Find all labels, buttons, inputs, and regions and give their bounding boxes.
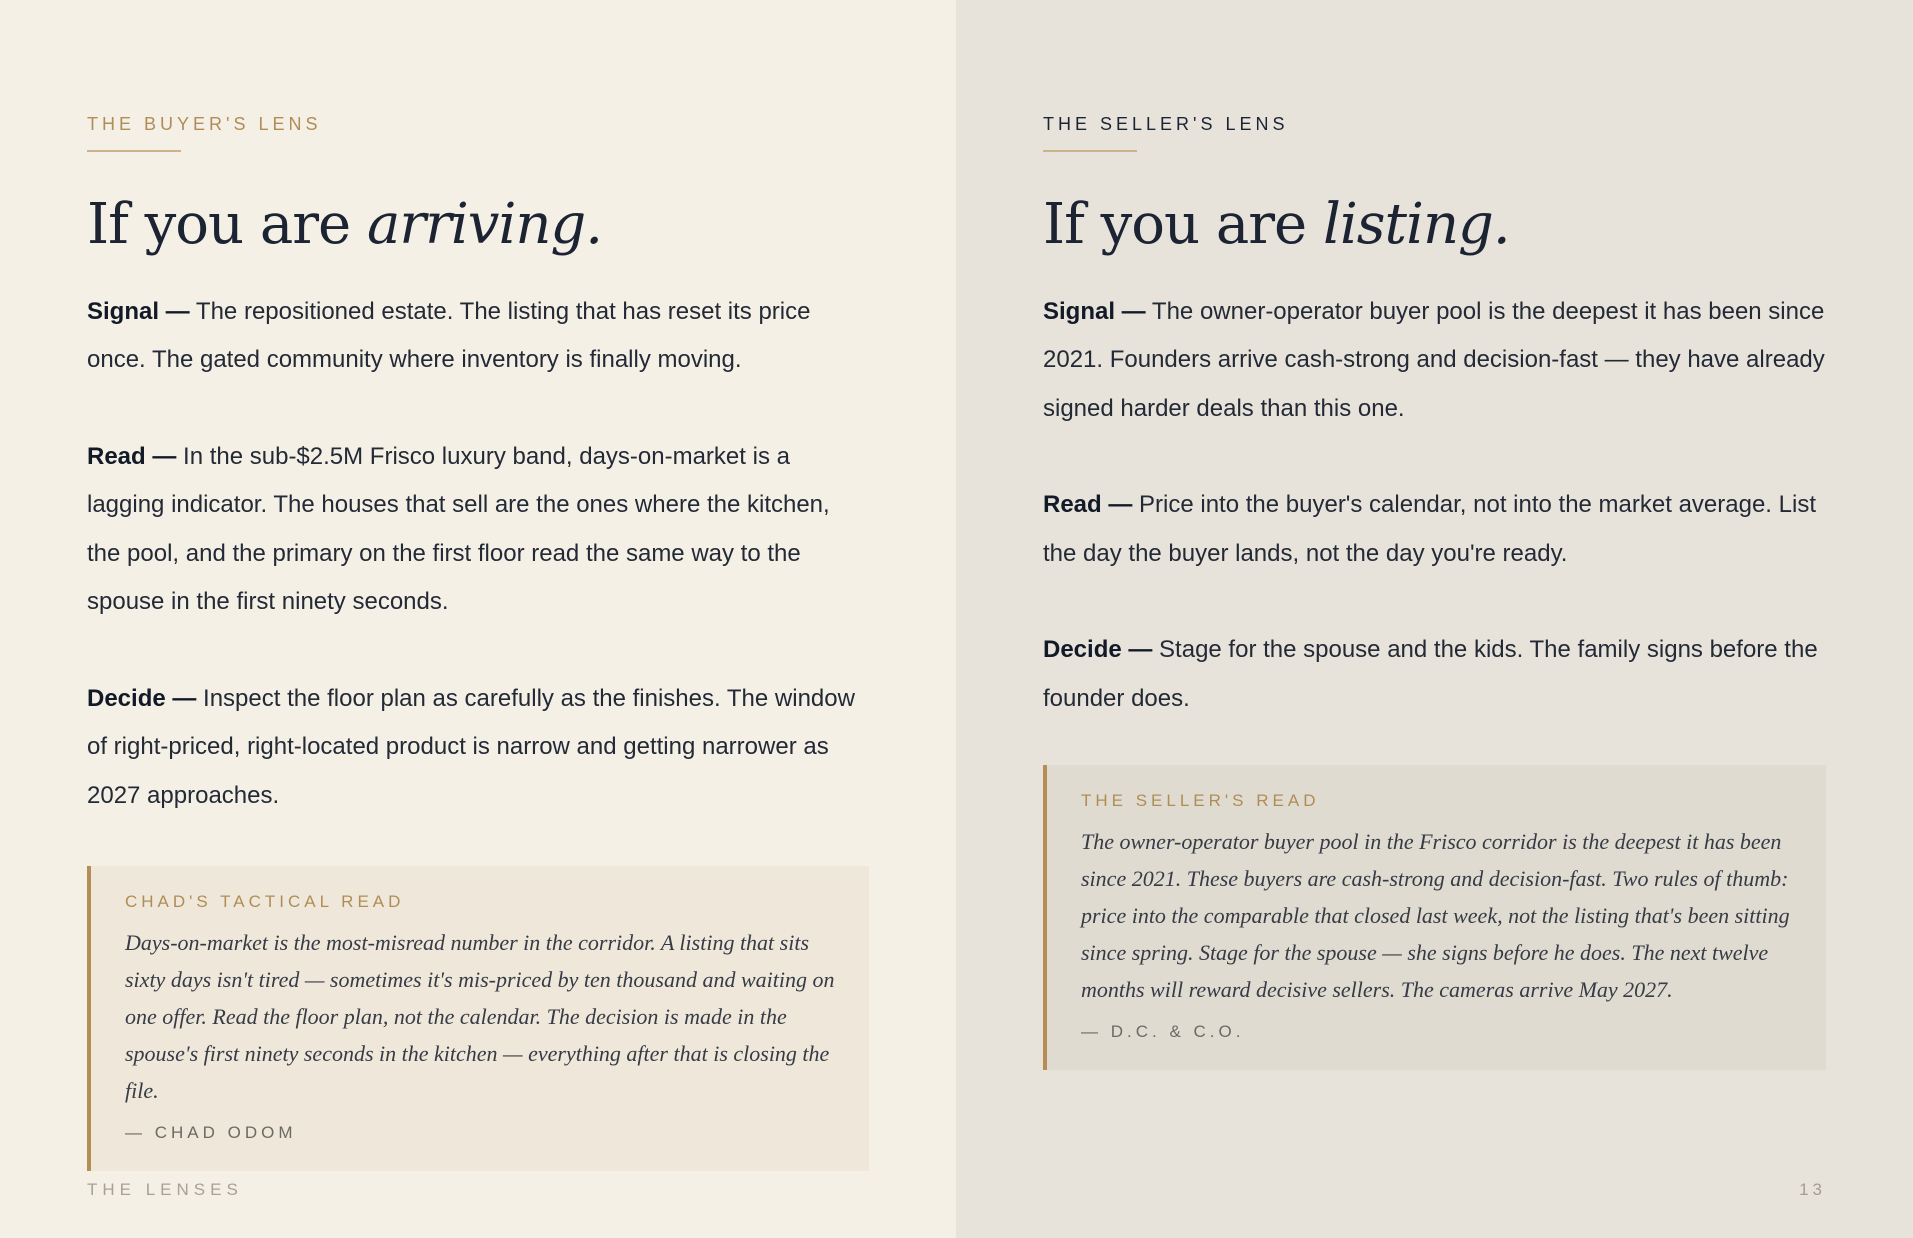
seller-signal-lead: Signal — [1043,297,1146,325]
buyer-callout-label: CHAD'S TACTICAL READ [125,892,405,912]
buyer-callout-signature: — CHAD ODOM [125,1123,297,1143]
buyer-signal-paragraph [87,288,869,385]
seller-headline-prefix: If you are [1043,192,1323,257]
buyer-lens-page [0,0,956,1238]
buyer-decide-lead: Decide — [87,684,197,712]
seller-headline [1043,194,1826,256]
seller-lens-page [956,0,1913,1238]
seller-eyebrow: THE SELLER'S LENS [1043,114,1289,134]
buyer-decide-paragraph [87,675,869,821]
seller-decide-lead: Decide — [1043,636,1153,664]
buyer-read-text: In the sub-$2.5M Frisco luxury band, days-on-market is a lagging indicator. The houses that sell are the ones where the kitchen, the pool, and the primary on the first floor read the same way to the spouse in the first ninety seconds. [87,442,830,616]
footer-section-title: THE LENSES [87,1180,243,1199]
seller-decide-text: Stage for the spouse and the kids. The family signs before the founder does. [1043,636,1818,712]
buyer-callout-body: Days-on-market is the most-misread number in the corridor. A listing that sits sixty days isn't tired — sometimes it's mis-priced by ten thousand and waiting on one offer. Read the floor plan, not the calendar. The decision is made in the spouse's first ninety seconds in the kitchen — everything after that is closing the file. [125,930,835,1104]
buyer-read-lead: Read — [87,442,177,470]
seller-decide-paragraph [1043,626,1826,723]
seller-read-lead: Read — [1043,491,1133,519]
seller-callout [1043,765,1826,1070]
buyer-headline [87,194,869,256]
seller-callout-body: The owner-operator buyer pool in the Frisco corridor is the deepest it has been since 2021. These buyers are cash-strong and decision-fast. Two rules of thumb: price into the comparable that closed last week, not the listing that's been sitting since spring. Stage for the spouse — she signs before he does. The next twelve months will reward decisive sellers. The cameras arrive May 2027. [1081,829,1790,1003]
buyer-eyebrow-rule [87,150,181,152]
seller-eyebrow-rule [1043,150,1137,152]
buyer-eyebrow: THE BUYER'S LENS [87,114,322,134]
buyer-signal-lead: Signal — [87,297,190,325]
seller-signal-paragraph [1043,288,1826,434]
buyer-headline-prefix: If you are [87,192,367,257]
seller-signal-text: The owner-operator buyer pool is the deepest it has been since 2021. Founders arrive cash-strong and decision-fast — they have already signed harder deals than this one. [1043,297,1825,422]
buyer-read-paragraph [87,433,869,627]
seller-headline-emphasis: listing. [1322,192,1510,257]
buyer-callout [87,866,869,1171]
buyer-headline-emphasis: arriving. [366,192,603,257]
buyer-decide-text: Inspect the floor plan as carefully as the finishes. The window of right-priced, right-located product is narrow and getting narrower as 2027 approaches. [87,684,855,809]
buyer-signal-text: The repositioned estate. The listing that has reset its price once. The gated community where inventory is finally moving. [87,297,811,374]
page-number: 13 [1799,1180,1826,1199]
seller-callout-signature: — D.C. & C.O. [1081,1022,1245,1042]
seller-read-text: Price into the buyer's calendar, not into the market average. List the day the buyer lands, not the day you're ready. [1043,491,1816,567]
seller-read-paragraph [1043,481,1826,578]
seller-callout-label: THE SELLER'S READ [1081,791,1320,811]
